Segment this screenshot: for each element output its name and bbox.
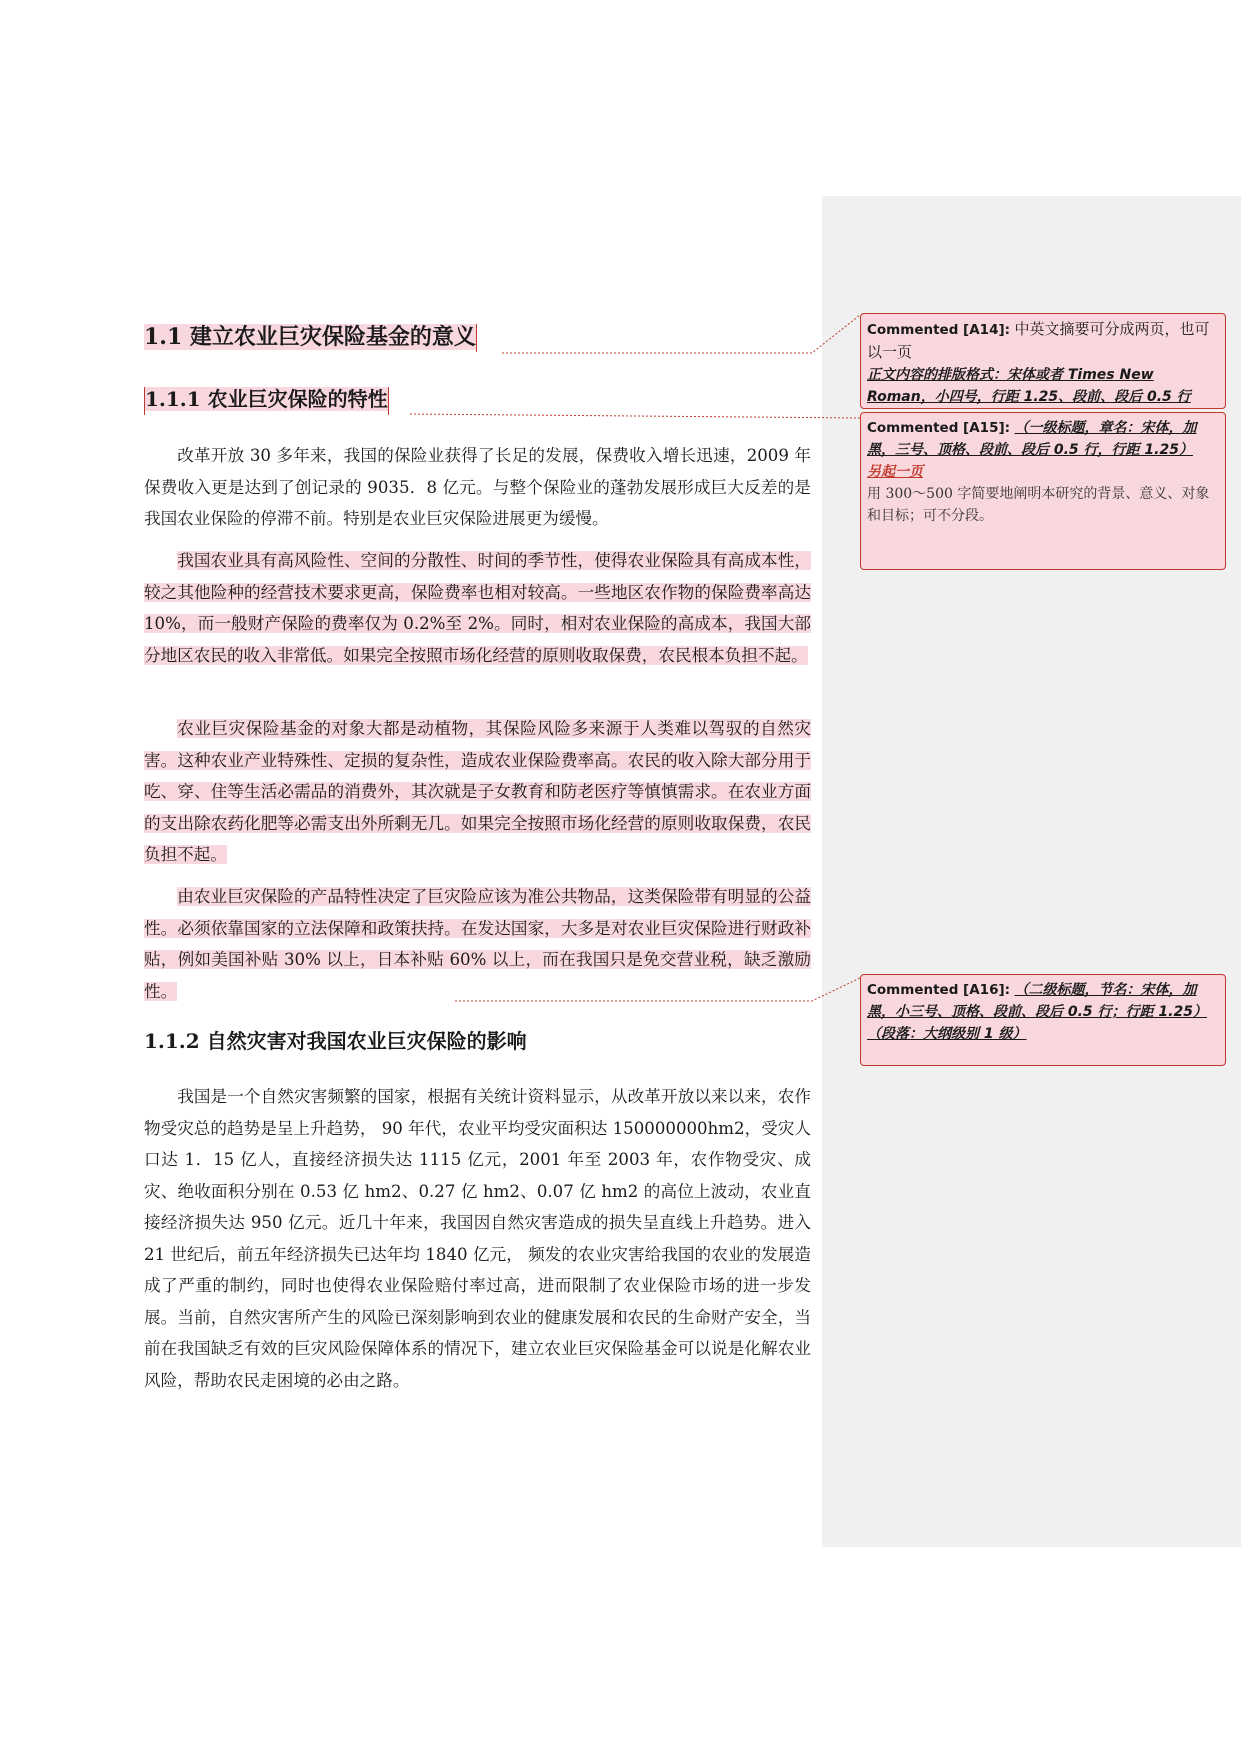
comment-a14-format: 正文内容的排版格式：宋体或者 Times New Roman，小四号，行距 1.25、段前、段后 0.5 行	[867, 367, 1191, 405]
comment-a14[interactable]	[860, 313, 1226, 409]
comment-a16-format: （二级标题，节名：宋体，加黑，小三号、顶格、段前、段后 0.5 行；行距 1.25）（段落：大纲级别 1 级）	[867, 982, 1207, 1042]
comment-a15[interactable]	[860, 412, 1226, 570]
heading-1-1-text: 1.1.1 农业巨灾保险的特性	[145, 387, 388, 411]
comment-a16-head: Commented [A16]:	[867, 982, 1011, 998]
comment-anchor-a15-end	[388, 387, 389, 415]
comment-a14-head: Commented [A14]:	[867, 322, 1011, 338]
paragraph-3-text: 农业巨灾保险基金的对象大都是动植物，其保险风险多来源于人类难以驾驭的自然灾害。这种农业产业特殊性、定损的复杂性，造成农业保险费率高。农民的收入除大部分用于吃、穿、住等生活必需品的消费外，其次就是子女教育和防老医疗等慎慎需求。在农业方面的支出除农药化肥等必需支出外所剩无几。如果完全按照市场化经营的原则收取保费，农民负担不起。	[144, 719, 811, 864]
comment-anchor-a14	[476, 324, 477, 352]
heading-1-2[interactable]: 1.1.2 自然灾害对我国农业巨灾保险的影响	[144, 1029, 527, 1053]
paragraph-5[interactable]: 我国是一个自然灾害频繁的国家，根据有关统计资料显示，从改革开放以来以来，农作物受灾总的趋势是呈上升趋势， 90 年代，农业平均受灾面积达 150000000hm2，受灾人口达 1．15 亿人，直接经济损失达 1115 亿元，2001 年至 2003 年，农作物受灾、成灾、绝收面积分别在 0.53 亿 hm2、0.27 亿 hm2、0.07 亿 hm2 的高位上波动，农业直接经济损失达 950 亿元。近几十年来，我国因自然灾害造成的损失呈直线上升趋势。进入 21 世纪后，前五年经济损失已达年均 1840 亿元， 频发的农业灾害给我国的农业的发展造成了严重的制约，同时也使得农业保险赔付率过高，进而限制了农业保险市场的进一步发展。当前，自然灾害所产生的风险已深刻影响到农业的健康发展和农民的生命财产安全，当前在我国缺乏有效的巨灾风险保障体系的情况下，建立农业巨灾保险基金可以说是化解农业风险，帮助农民走困境的必由之路。	[144, 1087, 811, 1390]
paragraph-4[interactable]	[144, 881, 811, 1007]
paragraph-2[interactable]	[144, 545, 811, 671]
heading-1[interactable]	[144, 320, 477, 354]
comment-a15-red: 另起一页	[867, 464, 923, 480]
comment-a15-head: Commented [A15]:	[867, 420, 1011, 436]
comment-a15-plain: 用 300～500 字简要地阐明本研究的背景、意义、对象和目标；可不分段。	[867, 486, 1210, 524]
paragraph-3[interactable]	[144, 713, 811, 871]
comment-a16[interactable]	[860, 974, 1226, 1066]
comment-a15-format: （一级标题，章名：宋体，加黑，三号、顶格、段前、段后 0.5 行，行距 1.25）	[867, 420, 1197, 458]
paragraph-1[interactable]: 改革开放 30 多年来，我国的保险业获得了长足的发展，保费收入增长迅速，2009 年保费收入更是达到了创记录的 9035．8 亿元。与整个保险业的蓬勃发展形成巨大反差的是我国农业保险的停滞不前。特别是农业巨灾保险进展更为缓慢。	[144, 446, 811, 528]
heading-1-text: 1.1 建立农业巨灾保险基金的意义	[144, 324, 476, 350]
paragraph-2-text: 我国农业具有高风险性、空间的分散性、时间的季节性，使得农业保险具有高成本性，较之其他险种的经营技术要求更高，保险费率也相对较高。一些地区农作物的保险费率高达 10%，而一般财产保险的费率仅为 0.2%至 2%。同时，相对农业保险的高成本，我国大部分地区农民的收入非常低。如果完全按照市场化经营的原则收取保费，农民根本负担不起。	[144, 551, 811, 665]
paragraph-4-text: 由农业巨灾保险的产品特性决定了巨灾险应该为准公共物品，这类保险带有明显的公益性。必须依靠国家的立法保障和政策扶持。在发达国家，大多是对农业巨灾保险进行财政补贴，例如美国补贴 30% 以上，日本补贴 60% 以上，而在我国只是免交营业税，缺乏激励性。	[144, 887, 811, 1001]
comment-a14-body: 中英文摘要可分成两页，也可以一页	[867, 320, 1210, 361]
heading-1-1[interactable]	[144, 383, 389, 415]
